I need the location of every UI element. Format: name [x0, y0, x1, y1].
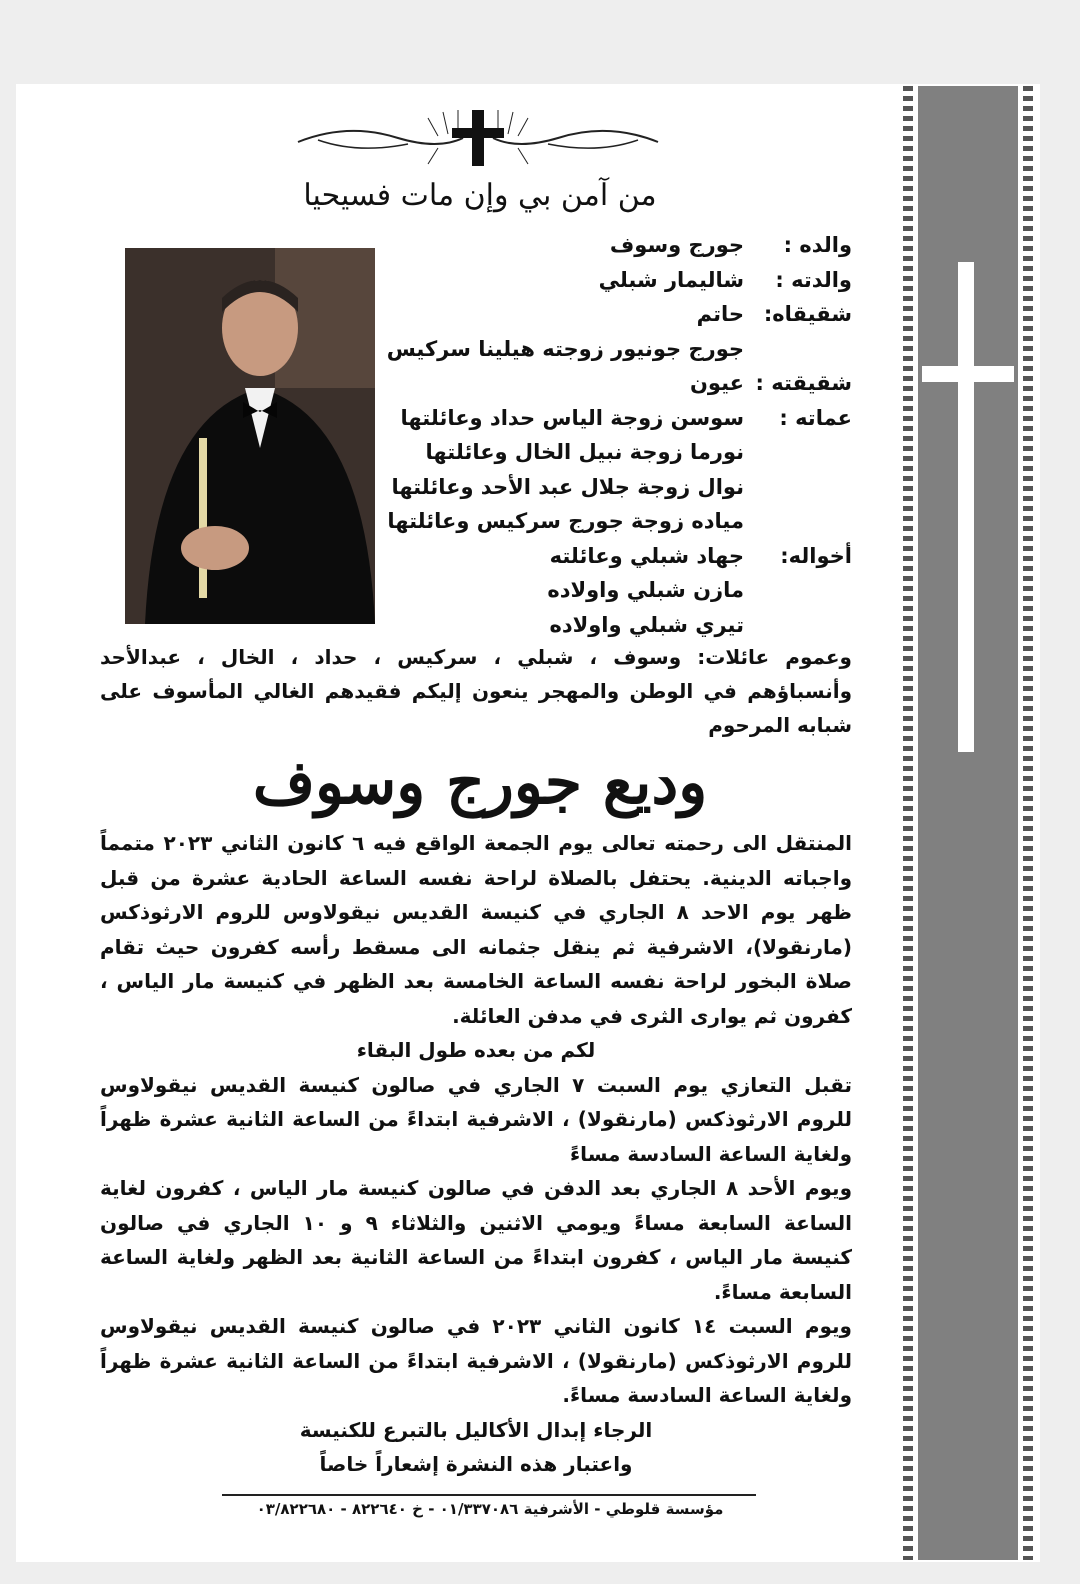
relative-label: والدته : — [775, 267, 852, 292]
wavy-border-right — [1023, 86, 1033, 1560]
deceased-name: وديع جورج وسوف — [252, 748, 708, 818]
relative-row-sister — [392, 366, 852, 401]
printer-footer: مؤسسة قلوطي - الأشرفية ٠١/٣٣٧٠٨٦ - خ ٨٢٢٦٤٠ - ٠٣/٨٢٢٦٨٠ — [256, 1500, 724, 1518]
relative-row-mother — [392, 263, 852, 298]
condolence-paragraph: ويوم السبت ١٤ كانون الثاني ٢٠٢٣ في صالون كنيسة القديس نيقولاوس للروم الارثوذكس (مارنقولا) ، الاشرفية ابتداءً من الساعة الثانية عشرة ظهراً ولغاية الساعة السادسة مساءً. — [100, 1314, 852, 1407]
relatives-list — [386, 228, 852, 642]
relative-name: نورما زوجة نبيل الخال وعائلتها — [425, 440, 744, 464]
cross-ornament-icon — [288, 104, 668, 170]
relative-name: جهاد شبلي وعائلته — [549, 543, 744, 568]
relative-label: شقيقاه: — [763, 302, 852, 326]
cross-icon — [958, 262, 974, 752]
relative-row-brothers — [386, 297, 852, 366]
relative-label: أخواله: — [780, 543, 852, 568]
relative-name: عيون — [689, 371, 744, 395]
relative-label: عماته : — [779, 405, 852, 430]
relative-row-aunts — [387, 401, 852, 539]
relative-row-uncles — [392, 539, 852, 643]
relative-name: جورج جونيور زوجته هيلينا سركيس — [386, 336, 744, 361]
request-line: واعتبار هذه النشرة إشعاراً خاصاً — [319, 1452, 633, 1476]
condolence-paragraph: تقبل التعازي يوم السبت ٧ الجاري في صالون كنيسة القديس نيقولاوس للروم الارثوذكس (مارنقولا) ، الاشرفية ابتداءً من الساعة الثانية عشرة ظهراً ولغاية الساعة السادسة مساءً — [100, 1072, 853, 1166]
cross-icon-bar — [922, 366, 1014, 382]
portrait-silhouette — [125, 248, 375, 624]
relative-name: سوسن زوجة الياس حداد وعائلتها — [400, 405, 744, 430]
portrait-photo — [125, 248, 375, 624]
relative-name: مازن شبلي واولاده — [547, 578, 744, 602]
funeral-paragraph: المنتقل الى رحمته تعالى يوم الجمعة الواقع فيه ٦ كانون الثاني ٢٠٢٣ متمماً واجباته الدينية. يحتفل بالصلاة لراحة نفسه الساعة الحادية عشرة من قبل ظهر يوم الاحد ٨ الجاري في كنيسة القديس نيقولاوس للروم الارثوذكس (مارنقولا)، الاشرفية ثم ينقل جثمانه الى مسقط رأسه كفرون حيث تقام صلاة البخور لراحة نفسه الساعة الخامسة بعد الظهر في كنيسة مار الياس ، كفرون ثم يوارى الثرى في مدفن العائلة. — [100, 831, 852, 1028]
relative-name: حاتم — [696, 302, 744, 326]
condolence-paragraph: ويوم الأحد ٨ الجاري بعد الدفن في صالون كنيسة مار الياس ، كفرون لغاية الساعة السابعة مساءً ويومي الاثنين والثلاثاء ٩ و ١٠ الجاري في صالون كنيسة مار الياس ، كفرون ابتداءً من الساعة الثانية بعد الظهر ولغاية الساعة السابعة مساءً. — [100, 1176, 853, 1304]
relative-name: تيري شبلي واولاده — [549, 612, 744, 637]
wavy-border-left — [903, 86, 913, 1560]
footer-divider — [222, 1494, 756, 1496]
obituary-body — [100, 826, 852, 1482]
relative-name: جورج وسوف — [609, 233, 744, 257]
request-line: الرجاء إبدال الأكاليل بالتبرع للكنيسة — [299, 1417, 653, 1442]
relative-name: شاليمار شبلي — [598, 267, 744, 292]
blessing-line: لكم من بعده طول البقاء — [356, 1038, 596, 1062]
relative-row-father — [392, 228, 852, 263]
families-intro: وعموم عائلات: وسوف ، شبلي ، سركيس ، حداد ، الخال ، عبدالأحد وأنسباؤهم في الوطن والمهجر ينعون إليكم فقيدهم الغالي المأسوف على شبابه المرحوم — [100, 645, 852, 737]
relative-label: شقيقته : — [755, 371, 852, 395]
relative-label: والده : — [783, 233, 852, 257]
relative-name: مياده زوجة جورج سركيس وعائلتها — [387, 509, 744, 533]
verse: من آمن بي وإن مات فسيحيا — [303, 178, 657, 213]
relative-name: نوال زوجة جلال عبد الأحد وعائلتها — [391, 474, 744, 499]
